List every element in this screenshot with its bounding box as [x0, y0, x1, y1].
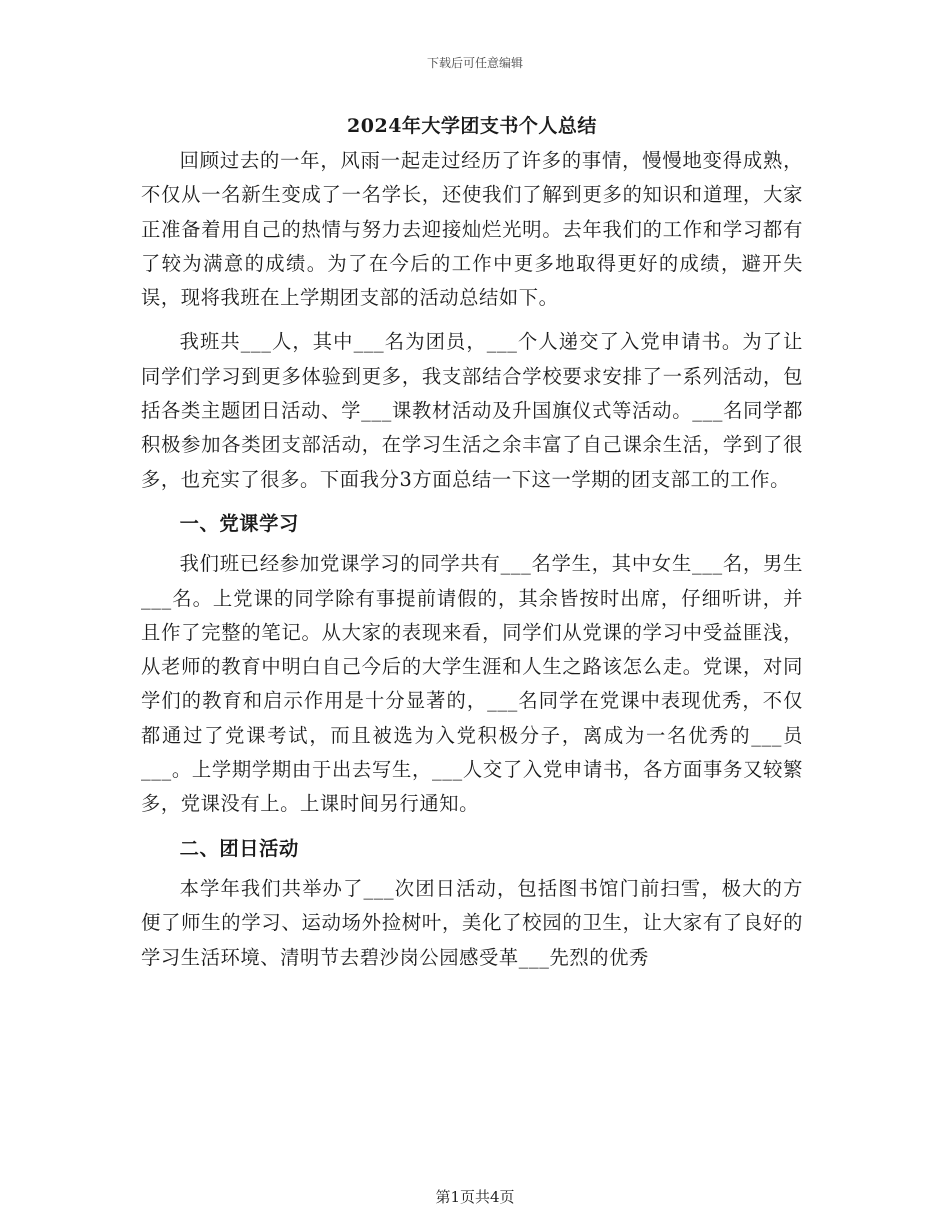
- section-paragraph-league-day: 本学年我们共举办了___次团日活动，包括图书馆门前扫雪，极大的方便了师生的学习、运动场外捡树叶，美化了校园的卫生，让大家有了良好的学习生活环境、清明节去碧沙岗公园感受革___先烈的优秀: [141, 876, 803, 969]
- document-body: [141, 108, 803, 975]
- class-overview-paragraph: 我班共___人，其中___名为团员，___个人递交了入党申请书。为了让同学们学习到更多体验到更多，我支部结合学校要求安排了一系列活动，包括各类主题团日活动、学___课教材活动及升国旗仪式等活动。___名同学都积极参加各类团支部活动，在学习生活之余丰富了自己课余生活，学到了很多，也充实了很多。下面我分3方面总结一下这一学期的团支部工的工作。: [141, 330, 803, 491]
- document-title: 2024年大学团支书个人总结: [347, 115, 597, 137]
- page-header-note: 下载后可任意编辑: [426, 56, 523, 70]
- section-paragraph-party-lessons: 我们班已经参加党课学习的同学共有___名学生，其中女生___名，男生___名。上党课的同学除有事提前请假的，其余皆按时出席，仔细听讲，并且作了完整的笔记。从大家的表现来看，同学们从党课的学习中受益匪浅，从老师的教育中明白自己今后的大学生涯和人生之路该怎么走。党课，对同学们的教育和启示作用是十分显著的，___名同学在党课中表现优秀，不仅都通过了党课考试，而且被选为入党积极分子，离成为一名优秀的___员___。上学期学期由于出去写生，___人交了入党申请书，各方面事务又较繁多，党课没有上。上课时间另行通知。: [141, 552, 803, 816]
- section-heading-league-day: 二、团日活动: [179, 836, 299, 860]
- section-heading-party-lessons: 一、党课学习: [179, 511, 299, 535]
- page-number: 第1页共4页: [435, 1188, 515, 1206]
- intro-paragraph: 回顾过去的一年，风雨一起走过经历了许多的事情，慢慢地变得成熟，不仅从一名新生变成了一名学长，还使我们了解到更多的知识和道理，大家正准备着用自己的热情与努力去迎接灿烂光明。去年我们的工作和学习都有了较为满意的成绩。为了在今后的工作中更多地取得更好的成绩，避开失误，现将我班在上学期团支部的活动总结如下。: [141, 149, 803, 310]
